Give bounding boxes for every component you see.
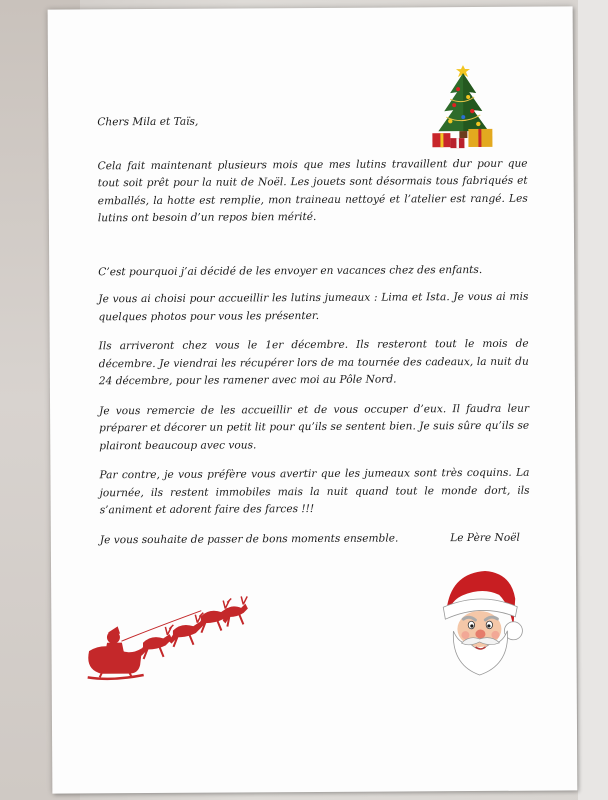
letter-page [48,6,578,793]
letter-paragraph: Par contre, je vous préfère vous avertir que les jumeaux sont très coquins. La journée, ils restent immobiles mais la nuit quand tout le monde dort, ils s’animent et adorent faire des farces !!! [99,466,530,517]
santa-face-icon [433,565,524,681]
letter-greeting: Chers Mila et Taïs, [97,115,199,129]
table-surface-right [578,0,608,800]
letter-paragraph: Je vous remercie de les accueillir et de vous occuper d’eux. Il faudra leur préparer et décorer un petit lit pour qu’ils se sentent bien. Je suis sûre qu’ils se plairont beaucoup avec vous. [99,402,530,452]
letter-paragraph: Je vous ai choisi pour accueillir les lutins jumeaux : Lima et Ista. Je vous ai mis quelques photos pour vous les présenter. [98,290,529,323]
letter-paragraph: C’est pourquoi j’ai décidé de les envoyer en vacances chez des enfants. [98,263,483,278]
letter-paragraph: Je vous souhaite de passer de bons moments ensemble. [99,531,399,546]
letter-body [97,112,530,550]
letter-paragraph: Ils arriveront chez vous le 1er décembre. Ils resteront tout le mois de décembre. Je viendrai les récupérer lors de ma tournée des cadeaux, la nuit du 24 décembre, pour les ramener avec moi au Pôle Nord. [98,337,529,388]
letter-signature: Le Père Noël [450,531,520,545]
letter-paragraph: Cela fait maintenant plusieurs mois que mes lutins travaillent dur pour que tout soit prêt pour la nuit de Noël. Les jouets sont désormais tous fabriqués et emballés, la hotte est remplie, mon traineau nettoyé et l’atelier est rangé. Les lutins ont besoin d’un repos bien mérité. [97,157,528,225]
reindeer-sleigh-icon [81,588,252,684]
